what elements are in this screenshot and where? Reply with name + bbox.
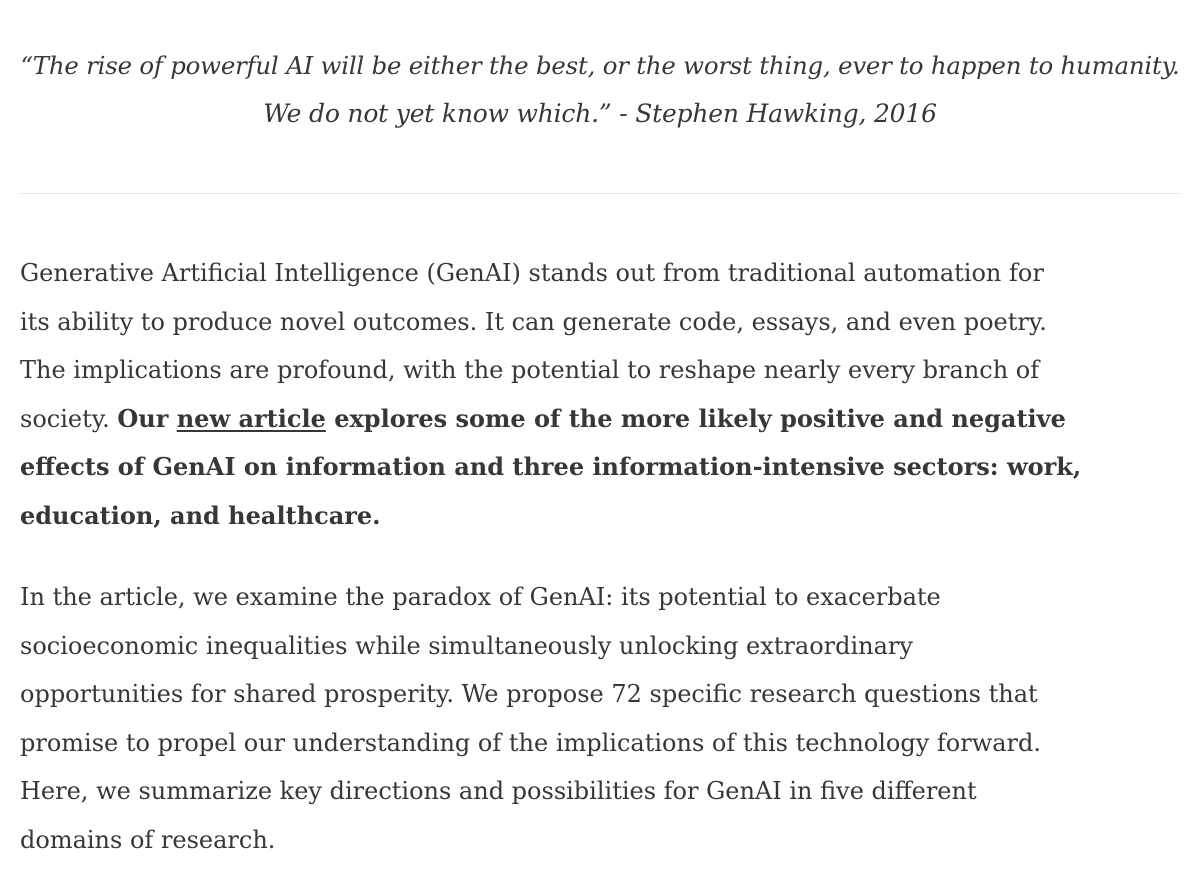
body-paragraph	[20, 573, 1180, 864]
intro-line-5: effects of GenAI on information and three information-intensive sectors: work,	[20, 452, 1082, 481]
intro-line-4-bold-lead: Our	[117, 403, 177, 433]
body-line-5: Here, we summarize key directions and possibilities for GenAI in five different	[20, 777, 977, 805]
pull-quote	[20, 0, 1180, 138]
intro-line-6: education, and healthcare.	[20, 500, 381, 530]
body-line-4: promise to propel our understanding of the implications of this technology forward.	[20, 728, 1042, 757]
intro-line-1: Generative Artificial Intelligence (GenAI) stands out from traditional automation for	[20, 259, 1044, 287]
body-line-2: socioeconomic inequalities while simultaneously unlocking extraordinary	[20, 631, 913, 660]
body-line-1: In the article, we examine the paradox of GenAI: its potential to exacerbate	[20, 583, 941, 611]
intro-line-2: its ability to produce novel outcomes. It can generate code, essays, and even poetry.	[20, 307, 1047, 336]
section-divider	[20, 193, 1180, 194]
quote-line-1: “The rise of powerful AI will be either the best, or the worst thing, ever to happen to humanity.	[20, 51, 1180, 80]
intro-line-3: The implications are profound, with the potential to reshape nearly every branch of	[20, 356, 1040, 384]
intro-line-4	[20, 395, 1180, 444]
intro-line-4-bold-tail: explores some of the more likely positive and negative	[325, 403, 1066, 433]
body-line-3: opportunities for shared prosperity. We propose 72 specific research questions that	[20, 680, 1038, 708]
intro-paragraph	[20, 249, 1180, 540]
intro-line-4-plain: society.	[20, 404, 118, 433]
quote-line-2: We do not yet know which.” - Stephen Hawking, 2016	[263, 99, 937, 128]
new-article-link[interactable]: new article	[176, 403, 326, 433]
body-line-6: domains of research.	[20, 825, 276, 854]
